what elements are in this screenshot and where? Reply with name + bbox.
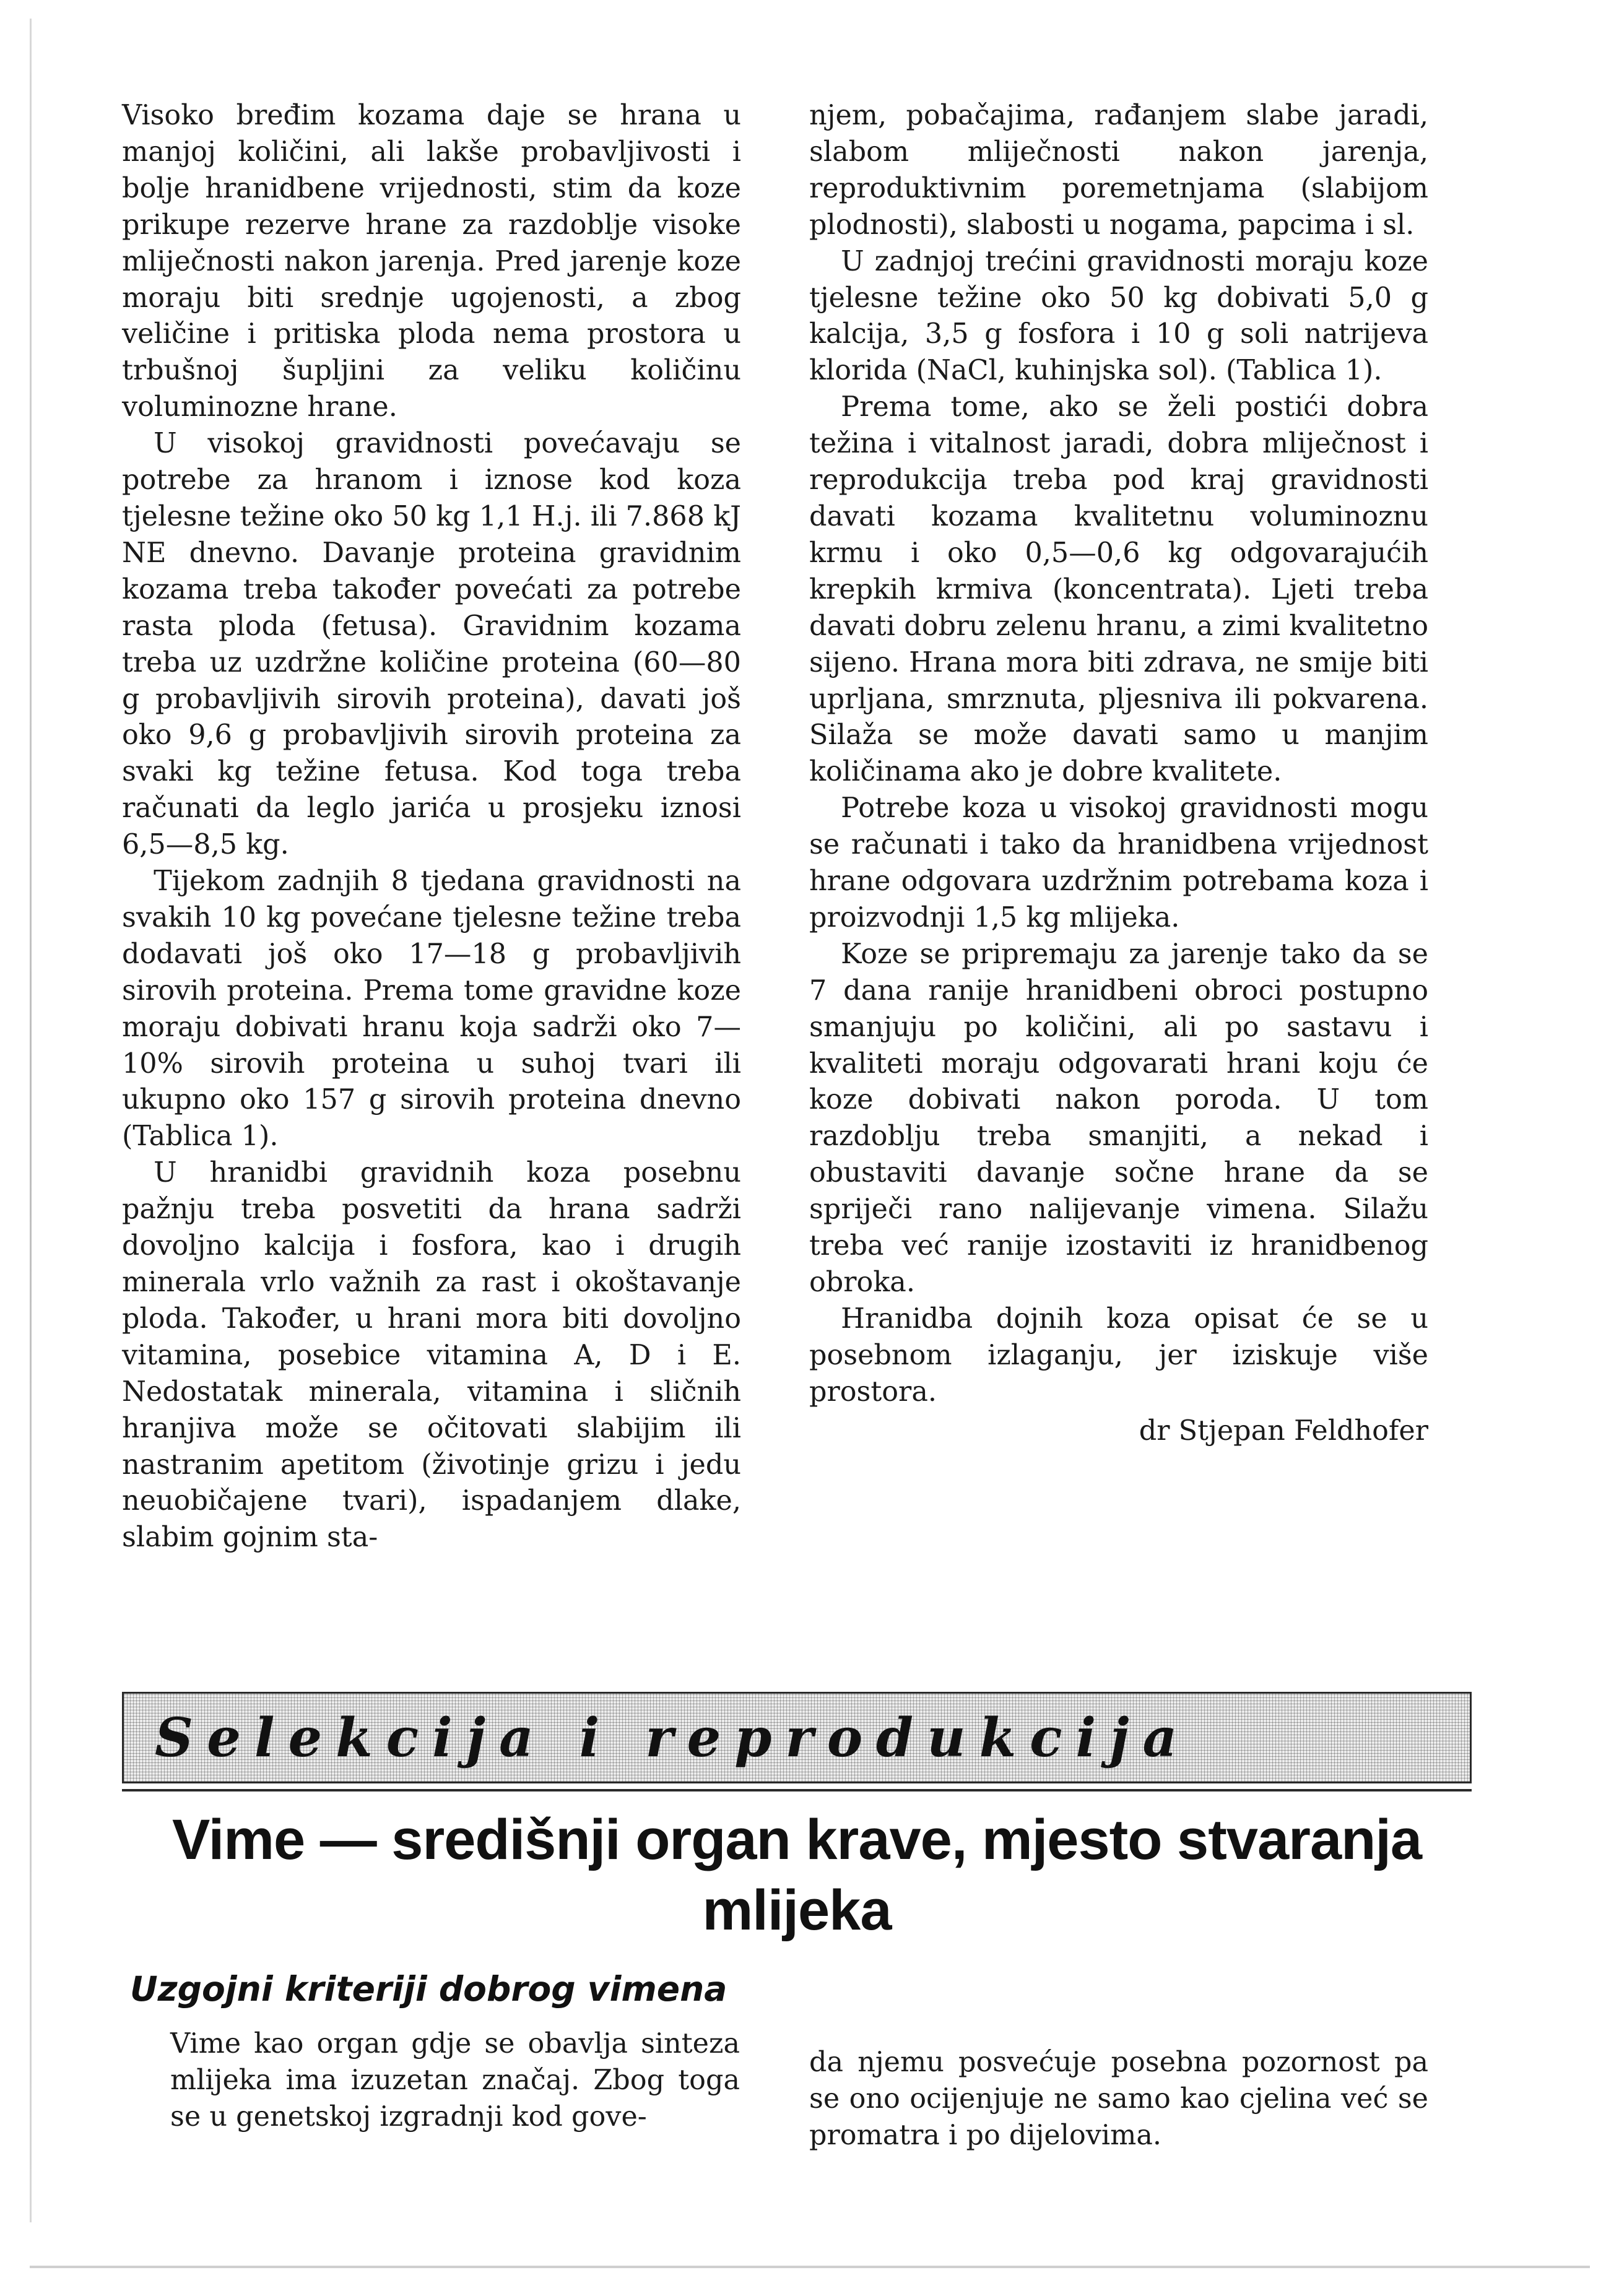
author-signature: dr Stjepan Feldhofer	[1139, 1414, 1428, 1447]
section-banner-title: Selekcija i reprodukcija	[155, 1707, 1191, 1769]
paragraph: Hranidba dojnih koza opisat će se u posebnom izlaganju, jer iziskuje više prostora.	[809, 1302, 1428, 1408]
paragraph: njem, pobačajima, rađanjem slabe jaradi, slabom mliječnosti nakon jarenja, reproduktivnim poremetnjama (slabijom plodnosti), slabosti u nogama, papcima i sl.	[809, 100, 1428, 241]
paragraph: Visoko bređim kozama daje se hrana u manjoj količini, ali lakše probavljivosti i bolje hranidbene vrijednosti, stim da koze prikupe rezerve hrane za razdoblje visoke mliječnosti nakon jarenja. Pred jarenje koze moraju biti srednje ugojenosti, a zbog veličine i pritiska ploda nema prostora u trbušnoj šupljini za veliku količinu voluminozne hrane.	[122, 100, 741, 423]
banner-underline	[122, 1789, 1472, 1791]
paragraph: U visokoj gravidnosti povećavaju se potrebe za hranom i iznose kod koza tjelesne težine oko 50 kg 1,1 H.j. ili 7.868 kJ NE dnevno. Davanje proteina gravidnim kozama treba također povećati za potrebe rasta ploda (fetusa). Gravidnim kozama treba uz uzdržne količine proteina (60—80 g probavljivih sirovih proteina), davati još oko 9,6 g probavljivih sirovih proteina za svaki kg težine fetusa. Kod toga treba računati da leglo jarića u prosjeku iznosi 6,5—8,5 kg.	[122, 428, 741, 861]
page-edge-bottom	[30, 2266, 1590, 2268]
paragraph: da njemu posvećuje posebna pozornost pa se ono ocijenjuje ne samo kao cjelina već se promatra i po dijelovima.	[809, 2047, 1428, 2151]
paragraph: Tijekom zadnjih 8 tjedana gravidnosti na svakih 10 kg povećane tjelesne težine treba dodavati još oko 17—18 g probavljivih sirovih proteina. Prema tome gravidne koze moraju dobivati hranu koja sadrži oko 7—10% sirovih proteina u suhoj tvari ili ukupno oko 157 g sirovih proteina dnevno (Tablica 1).	[122, 865, 741, 1153]
section-banner	[122, 1692, 1472, 1783]
article-column-right	[809, 2045, 1428, 2154]
paragraph: U hranidbi gravidnih koza posebnu pažnju treba posvetiti da hrana sadrži dovoljno kalcija i fosfora, kao i drugih minerala vrlo važnih za rast i okoštavanje ploda. Također, u hrani mora biti dovoljno vitamina, posebice vitamina A, D i E. Nedostatak minerala, vitamina i sličnih hranjiva može se očitovati slabijim ili nastranim apetitom (životinje grizu i jedu neuobičajene tvari), ispadanjem dlake, slabim gojnim sta-	[122, 1157, 741, 1554]
paragraph: Prema tome, ako se želi postići dobra težina i vitalnost jaradi, dobra mliječnost i reprodukcija treba pod kraj gravidnosti davati kozama kvalitetnu voluminoznu krmu i oko 0,5—0,6 kg odgovarajućih krepkih krmiva (koncentrata). Ljeti treba davati dobru zelenu hranu, a zimi kvalitetno sijeno. Hrana mora biti zdrava, ne smije biti uprljana, smrznuta, pljesniva ili pokvarena. Silaža se može davati samo u manjim količinama ako je dobre kvalitete.	[809, 391, 1428, 788]
paragraph: Vime kao organ gdje se obavlja sinteza mlijeka ima izuzetan značaj. Zbog toga se u genetskoj izgradnji kod gove-	[170, 2028, 740, 2133]
column-left	[122, 98, 741, 1556]
article-column-left	[170, 2026, 740, 2136]
paragraph: Potrebe koza u visokoj gravidnosti mogu se računati i tako da hranidbena vrijednost hrane odgovara uzdržnim potrebama koza i proizvodnji 1,5 kg mlijeka.	[809, 792, 1428, 934]
page-edge-left	[30, 19, 32, 2222]
paragraph: U zadnjoj trećini gravidnosti moraju koze tjelesne težine oko 50 kg dobivati 5,0 g kalcija, 3,5 g fosfora i 10 g soli natrijeva klorida (NaCl, kuhinjska sol). (Tablica 1).	[809, 245, 1428, 387]
article-title: Vime — središnji organ krave, mjesto stvaranja mlijeka	[171, 1808, 1422, 1942]
column-right	[809, 98, 1428, 1450]
article-subtitle: Uzgojni kriteriji dobrog vimena	[130, 1969, 727, 2009]
paragraph: Koze se pripremaju za jarenje tako da se 7 dana ranije hranidbeni obroci postupno smanjuju po količini, ali po sastavu i kvaliteti moraju odgovarati hrani koju će koze dobivati nakon poroda. U tom razdoblju treba smanjiti, a nekad i obustaviti davanje sočne hrane da se spriječi rano nalijevanje vimena. Silažu treba već ranije izostaviti iz hranidbenog obroka.	[809, 938, 1428, 1298]
